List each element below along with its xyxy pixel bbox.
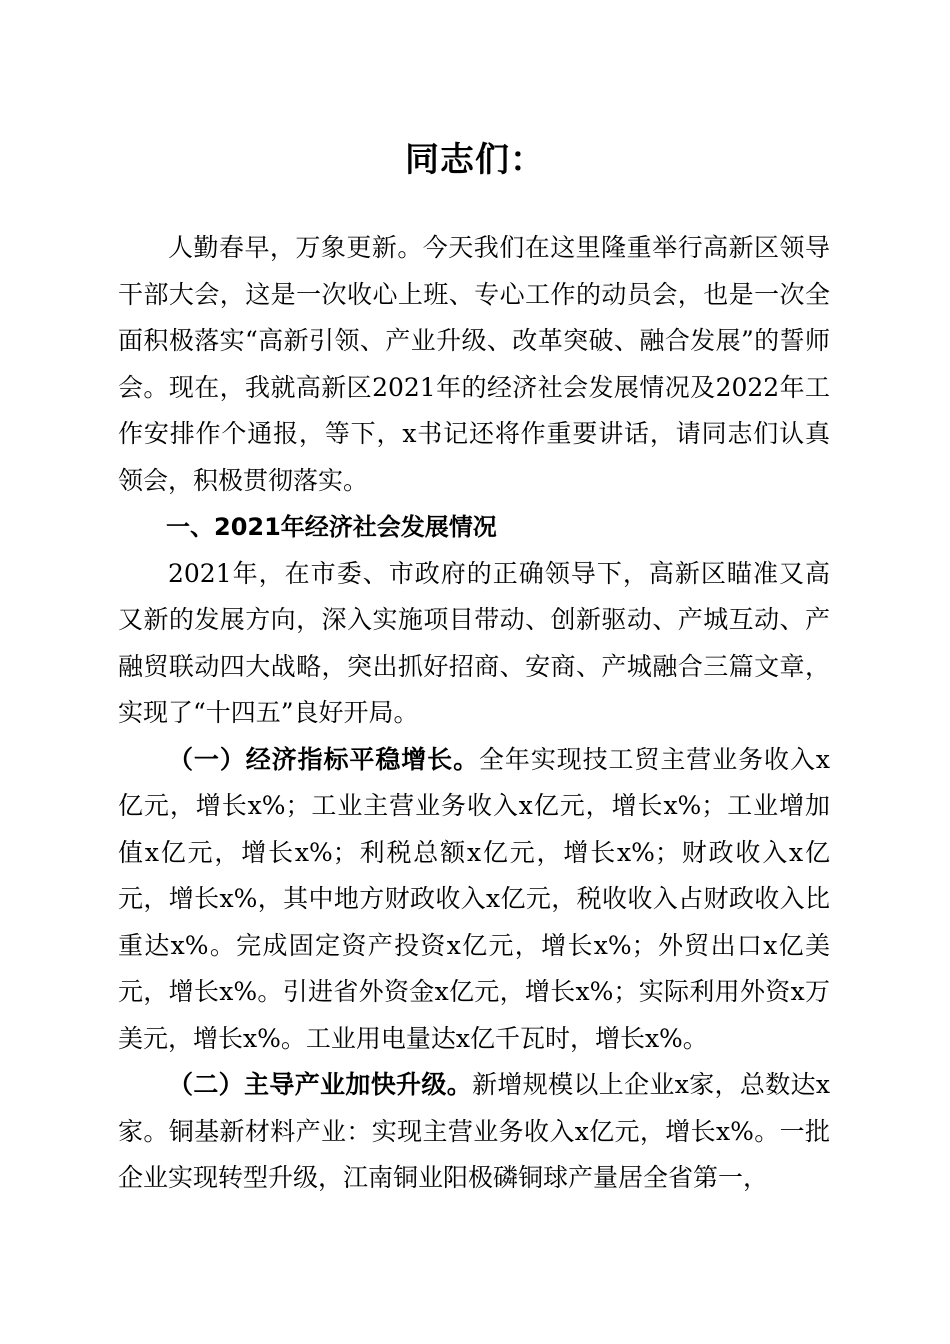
paragraph-economic-indicators [118, 737, 830, 1063]
document-title: 同志们： [405, 140, 545, 180]
paragraph-overview [118, 551, 830, 737]
document-body [118, 225, 830, 1202]
paragraph-lead: （一）经济指标平稳增长。 [168, 744, 479, 774]
paragraph-text: 人勤春早，万象更新。今天我们在这里隆重举行高新区领导干部大会，这是一次收心上班、专心工作的动员会，也是一次全面积极落实“高新引领、产业升级、改革突破、融合发展”的誓师会。现在，我就高新区2021年的经济社会发展情况及2022年工作安排作个通报，等下，x书记还将作重要讲话，请同志们认真领会，积极贯彻落实。 [118, 233, 830, 495]
paragraph-lead: （二）主导产业加快升级。 [168, 1070, 473, 1099]
paragraph-industry-upgrade [118, 1062, 830, 1202]
paragraph-text: 2021年，在市委、市政府的正确领导下，高新区瞄准又高又新的发展方向，深入实施项目带动、创新驱动、产城互动、产融贸联动四大战略，突出抓好招商、安商、产城融合三篇文章，实现了“十四五”良好开局。 [118, 558, 830, 727]
paragraph-text: 新增规模以上企业x家，总数达x家。铜基新材料产业：实现主营业务收入x亿元，增长x%。一批企业实现转型升级，江南铜业阳极磷铜球产量居全省第一， [118, 1070, 830, 1192]
section-heading: 一、2021年经济社会发展情况 [166, 513, 497, 541]
paragraph-text: 全年实现技工贸主营业务收入x亿元，增长x%；工业主营业务收入x亿元，增长x%；工业增加值x亿元，增长x%；利税总额x亿元，增长x%；财政收入x亿元，增长x%，其中地方财政收入x亿元，税收收入占财政收入比重达x%。完成固定资产投资x亿元，增长x%；外贸出口x亿美元，增长x%。引进省外资金x亿元，增长x%；实际利用外资x万美元，增长x%。工业用电量达x亿千瓦时，增长x%。 [118, 744, 830, 1053]
paragraph-opening [118, 225, 830, 504]
